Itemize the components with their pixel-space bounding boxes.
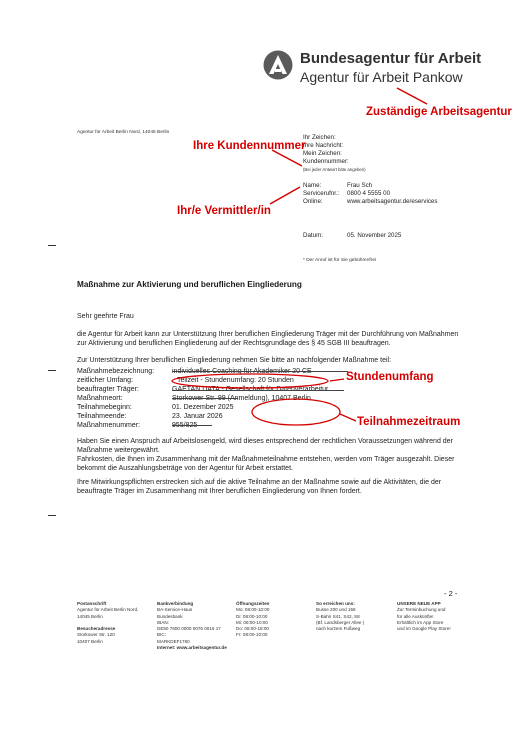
org-subname: Agentur für Arbeit Pankow [300,69,463,85]
footer-hours-title: Öffnungszeiten [236,601,270,606]
org-name: Bundesagentur für Arbeit [300,50,482,67]
fold-mark [48,515,56,516]
footer-text: IBAN: [157,619,169,625]
detail-label: Teilnahmebeginn: [77,404,132,411]
detail-label: Teilnahmeende: [77,413,127,420]
arrow-agency [395,86,435,108]
contact-online-value[interactable]: www.arbeitsagentur.de/eservices [347,198,438,205]
salutation: Sehr geehrte Frau [77,313,134,320]
paragraph-5: Ihre Mitwirkungspflichten erstrecken sich auf die aktive Teilnahme an der Maßnahme sowie auf die Aktivitäten, die der beauftragte Träger im Zusammenhang mit Ihrer beruflichen Eingliederung von Ihnen fordert. [77,479,442,495]
contact-online-label: Online: [303,198,323,205]
footer-text: Mi: 08:00-10:00 [236,619,268,625]
footer-text: und im Google Play Store! [397,626,451,632]
detail-value: GAETAN DATA - Gesellschaft für Datenverarbeitur [172,386,329,393]
detail-value: Teilzeit - Stundenumfang: 20 Stunden [177,377,294,384]
redaction-strike [172,371,348,372]
footer-app [397,601,451,632]
footer-directions-title: So erreichen uns: [316,601,355,606]
footer-bank-title: Bankverbindung [157,601,194,606]
fold-mark [48,370,56,371]
page-number: - 2 - [444,589,458,598]
annotation-hours: Stundenumfang [346,371,434,383]
ref-my-sign: Mein Zeichen: [303,150,342,157]
footer-visitor-title: Besucheradresse [77,626,116,632]
detail-value: Storkower Str. 99 (Anmeldung), 10407 Berlin [172,395,311,402]
annotation-customer-number: Ihre Kundennummer [193,140,306,152]
detail-value: 23. Januar 2026 [172,413,223,420]
footer-text: DE50 7600 0000 0076 0016 17 [157,626,221,632]
paragraph-1: die Agentur für Arbeit kann zur Unterstützung Ihrer beruflichen Eingliederung Träger mit der Durchführung von Maßnahmen zur Aktivierung und beruflichen Eingliederung auf der Rechtsgrundlage des § 45 SGB III beauftragen. [77,331,459,347]
paragraph-2: Zur Unterstützung Ihrer beruflichen Eingliederung nehmen Sie bitte an nachfolgender Maßnahme teil: [77,357,392,364]
footer-text: 14045 Berlin [77,613,103,619]
highlight-period [252,399,340,425]
arrow-customer-number [270,148,306,170]
footer-text: 10407 Berlin [77,638,103,644]
footer-directions [316,601,364,632]
redaction-strike [172,398,238,399]
annotation-agency: Zuständige Arbeitsagentur [366,106,512,118]
detail-label: beauftragter Träger: [77,386,139,393]
annotation-period: Teilnahmezeitraum [357,416,461,428]
footer-text: Bundesbank [157,613,183,619]
footer-text: für alle Auskünfte! [397,613,434,619]
footer-website[interactable]: Internet: www.arbeitsagentur.de [157,645,227,651]
footer-text: Zur Terminbuchung und [397,607,446,613]
contact-values [347,182,437,206]
footer-text: Di: 08:00-10:00 [236,613,268,619]
contact-name-value: Frau Sch [347,182,373,189]
call-note: * Der Anruf ist für Sie gebührenfrei [303,258,377,263]
ref-your-message: Ihre Nachricht: [303,142,344,149]
ref-your-sign: Ihr Zeichen: [303,134,336,141]
detail-label: Maßnahmebezeichnung: [77,368,155,375]
footer-text: Fr: 08:00-10:00 [236,632,268,638]
annotation-placement-officer: Ihr/e Vermittler/in [177,205,271,217]
footer-text: (Bf. Landsberger Allee ) [316,619,365,625]
footer-text: nach kurzem Fußweg [316,626,361,632]
contact-phone-value: 0800 4 5555 00 [347,190,391,197]
footer-text: BA-Service-Haus [157,607,193,613]
reference-block [303,134,366,174]
agency-logo [263,50,293,80]
detail-label: Maßnahmeort: [77,395,123,402]
arrow-hours [330,379,344,381]
footer-postal-title: Postanschrift [77,601,107,606]
contact-name-label: Name: [303,182,322,189]
detail-label: Maßnahmenummer: [77,422,141,429]
detail-value: 01. Dezember 2025 [172,404,234,411]
date-value: 05. November 2025 [347,232,402,239]
footer-text: Storkower Str. 120 [77,632,115,638]
footer-text: BIC: [157,632,166,638]
detail-label: zeitlicher Umfang: [77,377,134,384]
fold-mark [48,245,56,246]
ref-customer-number: Kundennummer: [303,158,349,165]
contact-phone-label: Servicerufnr.: [303,190,340,197]
redaction-strike [172,390,344,391]
sender-line: Agentur für Arbeit Berlin Nord, 14045 Berlin [77,130,170,135]
arrow-period [340,414,356,421]
detail-value: 955/825 [172,422,198,429]
footer-text: Do: 08:00-18:00 [236,626,269,632]
detail-value: individuelles Coaching für Akademiker 20 CE [172,368,312,375]
paragraph-4: Fahrkosten, die Ihnen im Zusammenhang mit der Maßnahmeteilnahme entstehen, werden vom Träger ausgezahlt. Dieser bekommt die Auszahlungsbeträge von der Agentur für Arbeit erstattet. [77,456,455,472]
paragraph-3: Haben Sie einen Anspruch auf Arbeitslosengeld, wird dieses entsprechend der rechtlichen Voraussetzungen während der Maßnahme weitergewährt. [77,438,453,454]
footer-text: Erhältlich im App Store [397,619,444,625]
redaction-strike [172,425,212,426]
letter-subject: Maßnahme zur Aktivierung und beruflichen Eingliederung [77,280,302,289]
arrow-placement-officer [268,184,304,206]
footer-text: MARKDEF1760 [157,638,190,644]
footer-text: Mo: 08:00-10:00 [236,607,270,613]
footer-text: S-Bahn S41, S42, S8 [316,613,360,619]
contact-block [303,182,339,206]
footer-text: Busse 200 und 156 [316,607,356,613]
footer-postal [77,601,138,645]
footer-app-title: UNSERE NEUE APP [397,601,441,606]
ref-note: (Bei jeder Antwort bitte angeben) [303,167,366,172]
footer-hours [236,601,269,639]
footer-bank [157,601,227,651]
footer-text: Agentur für Arbeit Berlin Nord, [77,607,139,613]
date-label: Datum: [303,232,323,239]
